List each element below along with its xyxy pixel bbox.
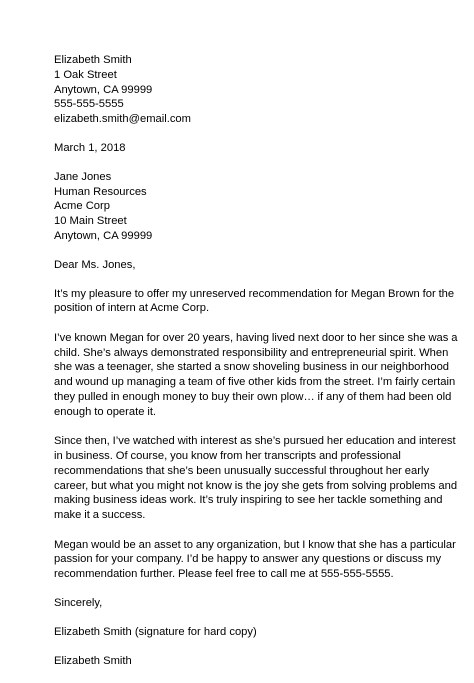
sender-phone: 555-555-5555 [54, 98, 124, 111]
body-paragraph-1: It’s my pleasure to offer my unreserved recommendation for Megan Brown for the position of intern at Acme Corp. [54, 287, 455, 315]
body-paragraph-3: Since then, I’ve watched with interest as she’s pursued her education and interest in business. Of course, you know from her transcripts and professional recommendations that she’s been unusually successful throughout her early career, but what you might not know is the joy she gets from solving problems and making business ideas work. It’s truly inspiring to see her tackle something and make it a success. [54, 435, 458, 522]
sender-address-block [54, 53, 466, 127]
recipient-name: Jane Jones [54, 170, 112, 183]
signature-block [54, 625, 466, 640]
closing-block [54, 596, 466, 611]
letter-date-block [54, 141, 466, 156]
recommendation-letter [54, 53, 466, 683]
closing: Sincerely, [54, 597, 103, 610]
sender-city-state-zip: Anytown, CA 99999 [54, 83, 153, 96]
sender-email: elizabeth.smith@email.com [54, 113, 191, 126]
recipient-company: Acme Corp [54, 200, 110, 213]
salutation: Dear Ms. Jones, [54, 258, 136, 271]
body-paragraph-2: I’ve known Megan for over 20 years, having lived next door to her since she was a child. She’s always demonstrated responsibility and entrepreneurial spirit. When she was a teenager, she started a snow shoveling business in our neighborhood and wound up managing a team of five other kids from the street. I’m fairly certain they pulled in enough money to buy their own plow… if any of them had been old enough to operate it. [54, 331, 458, 418]
sender-street: 1 Oak Street [54, 68, 117, 81]
signature-note: Elizabeth Smith (signature for hard copy) [54, 626, 257, 639]
recipient-street: 10 Main Street [54, 215, 127, 228]
recipient-department: Human Resources [54, 185, 147, 198]
typed-name: Elizabeth Smith [54, 655, 132, 668]
salutation-block [54, 258, 466, 273]
typed-name-block [54, 654, 466, 669]
letter-date: March 1, 2018 [54, 141, 126, 154]
recipient-address-block [54, 170, 466, 244]
recipient-city-state-zip: Anytown, CA 99999 [54, 229, 153, 242]
sender-name: Elizabeth Smith [54, 54, 132, 66]
body-paragraph-4: Megan would be an asset to any organization, but I know that she has a particular passion for your company. I’d be happy to answer any questions or discuss my recommendation further. Please feel free to call me at 555-555-5555. [54, 538, 456, 581]
